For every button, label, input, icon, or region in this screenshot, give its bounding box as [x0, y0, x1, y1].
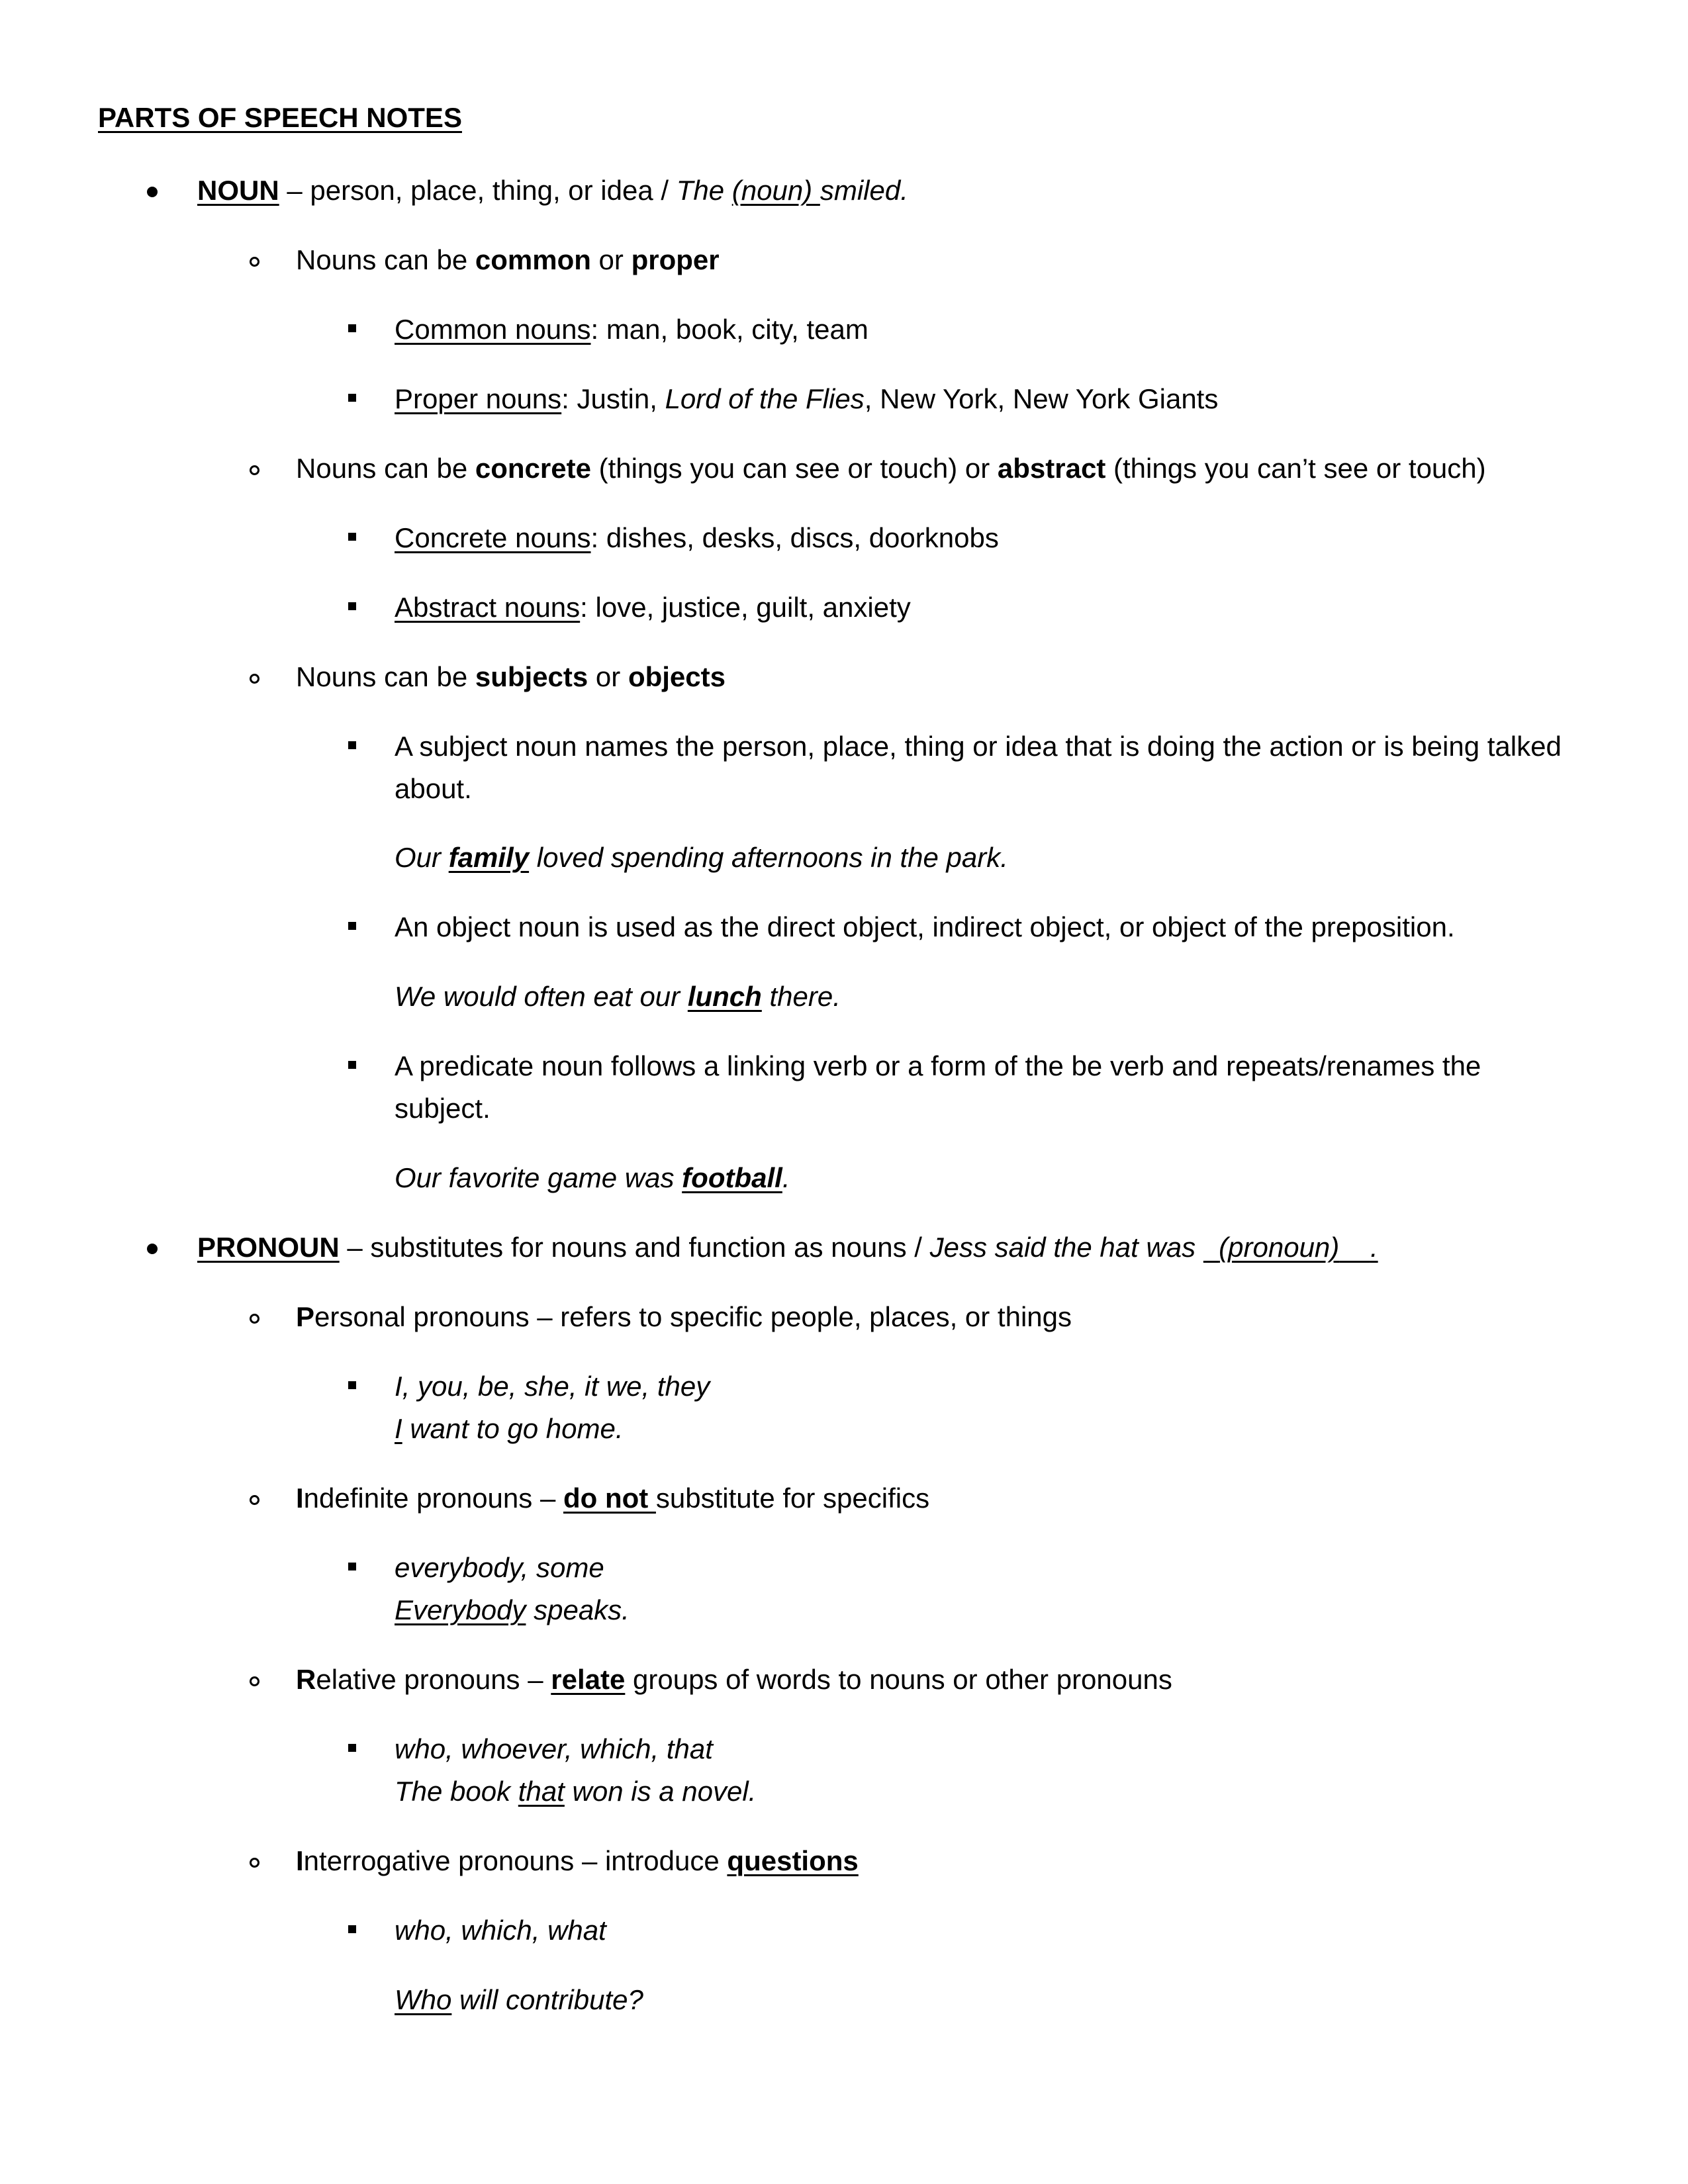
- emphasis: do not: [563, 1482, 656, 1514]
- example-word: Who: [395, 1984, 452, 2015]
- personal-examples: I, you, be, she, it we, they: [395, 1371, 710, 1402]
- term-common: common: [475, 244, 591, 275]
- term-concrete: concrete: [475, 453, 591, 484]
- term-objects: objects: [628, 661, 726, 692]
- bullet-square-icon: [348, 1925, 356, 1933]
- proper-nouns-line: [395, 382, 1218, 416]
- subject-noun-example: [395, 841, 1008, 875]
- bullet-square-icon: [348, 394, 356, 402]
- text: The book: [395, 1776, 518, 1807]
- term-proper: proper: [631, 244, 720, 275]
- bullet-square-icon: [348, 1563, 356, 1570]
- text: will contribute?: [451, 1984, 643, 2015]
- bullet-square-icon: [348, 1061, 356, 1069]
- interrogative-examples: who, which, what: [395, 1915, 606, 1946]
- bullet-circle-icon: [250, 1314, 259, 1324]
- initial-letter: R: [296, 1664, 316, 1695]
- bullet-circle-icon: [250, 257, 259, 267]
- noun-example-blank: (noun): [731, 175, 820, 206]
- text: elative pronouns –: [316, 1664, 551, 1695]
- term-abstract: abstract: [997, 453, 1106, 484]
- abstract-nouns-examples: : love, justice, guilt, anxiety: [580, 592, 911, 623]
- bullet-square-icon: [348, 922, 356, 930]
- text: We would often eat our: [395, 981, 688, 1012]
- blank-end: .: [1370, 1232, 1378, 1263]
- pronoun-heading-line: [197, 1230, 1378, 1265]
- subjects-objects-line: [296, 660, 726, 694]
- text: Our favorite game was: [395, 1162, 682, 1193]
- relative-sentence: [395, 1774, 756, 1809]
- pronoun-example-blank: [1203, 1232, 1378, 1263]
- emphasis: questions: [727, 1845, 859, 1876]
- noun-example-post: smiled.: [820, 175, 908, 206]
- example-word: that: [518, 1776, 565, 1807]
- text: .: [782, 1162, 790, 1193]
- text: nterrogative pronouns – introduce: [303, 1845, 727, 1876]
- pronoun-example-pre: Jess said the hat was: [929, 1232, 1203, 1263]
- text: (things you can’t see or touch): [1105, 453, 1486, 484]
- proper-nouns-label: Proper nouns: [395, 383, 562, 414]
- text: Nouns can be: [296, 244, 475, 275]
- concrete-nouns-examples: : dishes, desks, discs, doorknobs: [590, 522, 999, 553]
- bullet-circle-icon: [250, 1858, 259, 1868]
- noun-definition: – person, place, thing, or idea /: [279, 175, 677, 206]
- noun-term: NOUN: [197, 175, 279, 206]
- object-noun-example: [395, 979, 841, 1014]
- bullet-square-icon: [348, 741, 356, 749]
- text: , New York, New York Giants: [864, 383, 1219, 414]
- page-title: PARTS OF SPEECH NOTES: [98, 102, 462, 133]
- text: substitute for specifics: [655, 1482, 930, 1514]
- initial-letter: I: [296, 1845, 304, 1876]
- book-title: Lord of the Flies: [665, 383, 865, 414]
- subject-noun-line-2: about.: [395, 773, 472, 804]
- text: won is a novel.: [564, 1776, 757, 1807]
- indefinite-sentence: [395, 1593, 630, 1627]
- noun-heading-line: [197, 173, 908, 208]
- initial-letter: P: [296, 1301, 315, 1332]
- relative-pronouns-line: [296, 1662, 1172, 1697]
- text: or: [590, 244, 632, 275]
- common-proper-line: [296, 243, 720, 277]
- bullet-circle-icon: [250, 1495, 259, 1505]
- blank-text: (pronoun): [1219, 1232, 1340, 1263]
- interrogative-sentence: [395, 1983, 643, 2017]
- bullet-square-icon: [348, 1744, 356, 1752]
- text: or: [588, 661, 628, 692]
- noun-example-pre: The: [676, 175, 732, 206]
- common-nouns-line: [395, 312, 868, 347]
- initial-letter: I: [296, 1482, 304, 1514]
- text: ersonal pronouns – refers to specific people, places, or things: [314, 1301, 1072, 1332]
- bullet-square-icon: [348, 1381, 356, 1389]
- pronoun-term: PRONOUN: [197, 1232, 340, 1263]
- personal-sentence: [395, 1412, 624, 1446]
- text: speaks.: [526, 1594, 630, 1625]
- text: ndefinite pronouns –: [303, 1482, 563, 1514]
- example-word: lunch: [687, 981, 762, 1012]
- bullet-circle-icon: [250, 1676, 259, 1686]
- example-word: family: [448, 842, 530, 873]
- text: Nouns can be: [296, 453, 475, 484]
- common-nouns-examples: : man, book, city, team: [590, 314, 868, 345]
- common-nouns-label: Common nouns: [395, 314, 591, 345]
- bullet-circle-icon: [250, 674, 259, 684]
- relative-examples: who, whoever, which, that: [395, 1733, 713, 1764]
- example-word: I: [395, 1413, 402, 1444]
- indefinite-examples: everybody, some: [395, 1552, 604, 1583]
- bullet-square-icon: [348, 324, 356, 332]
- text: loved spending afternoons in the park.: [529, 842, 1008, 873]
- bullet-square-icon: [348, 602, 356, 610]
- bullet-dot-icon: [147, 1244, 158, 1254]
- personal-pronouns-line: [296, 1300, 1072, 1334]
- text: groups of words to nouns or other pronouns: [625, 1664, 1172, 1695]
- predicate-noun-line-2: subject.: [395, 1093, 491, 1124]
- example-word: football: [682, 1162, 782, 1193]
- text: (things you can see or touch) or: [590, 453, 998, 484]
- emphasis: relate: [551, 1664, 626, 1695]
- text: Nouns can be: [296, 661, 475, 692]
- text: Our: [395, 842, 449, 873]
- abstract-nouns-label: Abstract nouns: [395, 592, 581, 623]
- text: : Justin,: [561, 383, 665, 414]
- term-subjects: subjects: [475, 661, 588, 692]
- example-word: Everybody: [395, 1594, 526, 1625]
- subject-noun-line-1: A subject noun names the person, place, thing or idea that is doing the action or is being talked: [395, 731, 1562, 762]
- object-noun-line: An object noun is used as the direct object, indirect object, or object of the preposition.: [395, 911, 1455, 942]
- predicate-noun-line-1: A predicate noun follows a linking verb or a form of the be verb and repeats/renames the: [395, 1050, 1481, 1081]
- abstract-nouns-line: [395, 590, 911, 625]
- concrete-abstract-line: [296, 451, 1486, 486]
- bullet-square-icon: [348, 533, 356, 541]
- predicate-noun-example: [395, 1161, 790, 1195]
- text: want to go home.: [402, 1413, 624, 1444]
- interrogative-pronouns-line: [296, 1844, 859, 1878]
- concrete-nouns-label: Concrete nouns: [395, 522, 591, 553]
- bullet-circle-icon: [250, 465, 259, 475]
- text: there.: [761, 981, 841, 1012]
- indefinite-pronouns-line: [296, 1481, 929, 1516]
- bullet-dot-icon: [147, 187, 158, 197]
- concrete-nouns-line: [395, 521, 999, 555]
- pronoun-definition: – substitutes for nouns and function as nouns /: [339, 1232, 930, 1263]
